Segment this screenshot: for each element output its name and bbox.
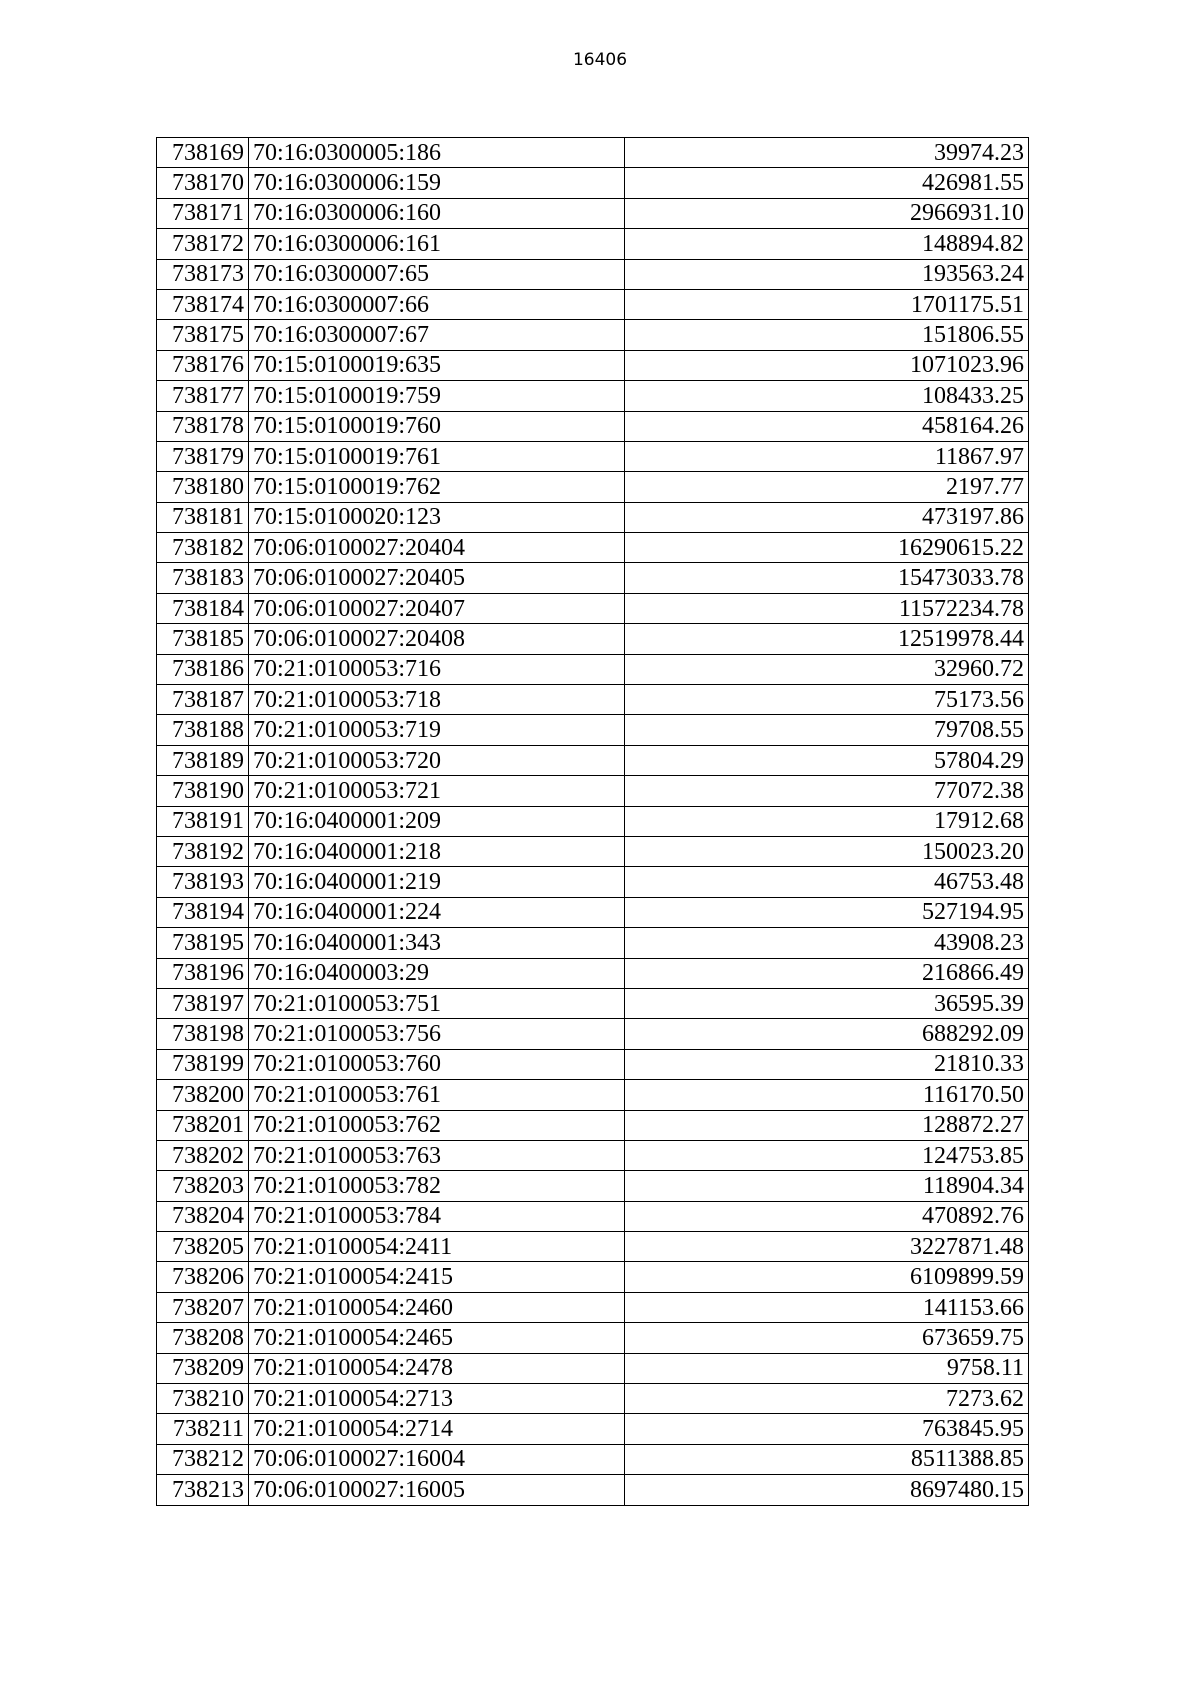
table-row — [157, 1110, 1029, 1140]
cadastral-number-cell: 70:15:0100019:762 — [249, 472, 625, 502]
value-cell: 79708.55 — [625, 715, 1029, 745]
table-row — [157, 563, 1029, 593]
cadastral-number-cell: 70:21:0100054:2465 — [249, 1323, 625, 1353]
row-number-cell: 738212 — [157, 1444, 249, 1474]
value-cell: 8697480.15 — [625, 1475, 1029, 1505]
value-cell: 1071023.96 — [625, 350, 1029, 380]
row-number-cell: 738185 — [157, 624, 249, 654]
value-cell: 3227871.48 — [625, 1232, 1029, 1262]
row-number-cell: 738204 — [157, 1201, 249, 1231]
cadastral-number-cell: 70:16:0300006:161 — [249, 229, 625, 259]
row-number-cell: 738194 — [157, 897, 249, 927]
value-cell: 7273.62 — [625, 1384, 1029, 1414]
value-cell: 39974.23 — [625, 138, 1029, 168]
cadastral-number-cell: 70:16:0400001:224 — [249, 897, 625, 927]
row-number-cell: 738191 — [157, 806, 249, 836]
cadastral-number-cell: 70:16:0400001:343 — [249, 928, 625, 958]
cadastral-number-cell: 70:21:0100053:719 — [249, 715, 625, 745]
cadastral-number-cell: 70:21:0100054:2460 — [249, 1292, 625, 1322]
table-row — [157, 1232, 1029, 1262]
table-row — [157, 928, 1029, 958]
value-cell: 16290615.22 — [625, 533, 1029, 563]
table-row — [157, 320, 1029, 350]
table-row — [157, 259, 1029, 289]
table-row — [157, 198, 1029, 228]
cadastral-number-cell: 70:15:0100019:759 — [249, 381, 625, 411]
value-cell: 17912.68 — [625, 806, 1029, 836]
row-number-cell: 738203 — [157, 1171, 249, 1201]
row-number-cell: 738180 — [157, 472, 249, 502]
table-row — [157, 988, 1029, 1018]
value-cell: 8511388.85 — [625, 1444, 1029, 1474]
row-number-cell: 738181 — [157, 502, 249, 532]
value-cell: 1701175.51 — [625, 289, 1029, 319]
cadastral-number-cell: 70:06:0100027:20404 — [249, 533, 625, 563]
cadastral-number-cell: 70:16:0400001:209 — [249, 806, 625, 836]
row-number-cell: 738206 — [157, 1262, 249, 1292]
value-cell: 57804.29 — [625, 745, 1029, 775]
row-number-cell: 738200 — [157, 1080, 249, 1110]
value-cell: 193563.24 — [625, 259, 1029, 289]
page-number: 16406 — [572, 50, 628, 70]
table-body — [157, 138, 1029, 1506]
cadastral-number-cell: 70:15:0100019:635 — [249, 350, 625, 380]
cadastral-number-cell: 70:06:0100027:16005 — [249, 1475, 625, 1505]
table-row — [157, 776, 1029, 806]
cadastral-number-cell: 70:21:0100053:760 — [249, 1049, 625, 1079]
table-row — [157, 168, 1029, 198]
value-cell: 46753.48 — [625, 867, 1029, 897]
cadastral-number-cell: 70:21:0100054:2478 — [249, 1353, 625, 1383]
cadastral-number-cell: 70:16:0400001:218 — [249, 836, 625, 866]
table-row — [157, 138, 1029, 168]
row-number-cell: 738179 — [157, 441, 249, 471]
table-row — [157, 533, 1029, 563]
row-number-cell: 738193 — [157, 867, 249, 897]
table-row — [157, 867, 1029, 897]
row-number-cell: 738211 — [157, 1414, 249, 1444]
row-number-cell: 738198 — [157, 1019, 249, 1049]
value-cell: 470892.76 — [625, 1201, 1029, 1231]
row-number-cell: 738205 — [157, 1232, 249, 1262]
row-number-cell: 738192 — [157, 836, 249, 866]
cadastral-number-cell: 70:16:0300006:159 — [249, 168, 625, 198]
cadastral-number-cell: 70:16:0300007:65 — [249, 259, 625, 289]
row-number-cell: 738176 — [157, 350, 249, 380]
row-number-cell: 738177 — [157, 381, 249, 411]
table-row — [157, 624, 1029, 654]
table-row — [157, 1080, 1029, 1110]
cadastral-number-cell: 70:15:0100019:760 — [249, 411, 625, 441]
table-row — [157, 289, 1029, 319]
value-cell: 473197.86 — [625, 502, 1029, 532]
row-number-cell: 738171 — [157, 198, 249, 228]
value-cell: 124753.85 — [625, 1140, 1029, 1170]
row-number-cell: 738174 — [157, 289, 249, 319]
cadastral-number-cell: 70:21:0100053:716 — [249, 654, 625, 684]
table-row — [157, 1323, 1029, 1353]
cadastral-number-cell: 70:06:0100027:20407 — [249, 593, 625, 623]
table-row — [157, 350, 1029, 380]
row-number-cell: 738195 — [157, 928, 249, 958]
cadastral-number-cell: 70:21:0100053:763 — [249, 1140, 625, 1170]
cadastral-number-cell: 70:21:0100054:2714 — [249, 1414, 625, 1444]
table-row — [157, 1384, 1029, 1414]
value-cell: 77072.38 — [625, 776, 1029, 806]
value-cell: 2197.77 — [625, 472, 1029, 502]
table-row — [157, 806, 1029, 836]
value-cell: 11867.97 — [625, 441, 1029, 471]
row-number-cell: 738186 — [157, 654, 249, 684]
value-cell: 151806.55 — [625, 320, 1029, 350]
cadastral-number-cell: 70:06:0100027:16004 — [249, 1444, 625, 1474]
row-number-cell: 738208 — [157, 1323, 249, 1353]
row-number-cell: 738207 — [157, 1292, 249, 1322]
cadastral-number-cell: 70:21:0100054:2713 — [249, 1384, 625, 1414]
cadastral-number-cell: 70:21:0100053:762 — [249, 1110, 625, 1140]
cadastral-number-cell: 70:21:0100053:782 — [249, 1171, 625, 1201]
value-cell: 216866.49 — [625, 958, 1029, 988]
cadastral-number-cell: 70:06:0100027:20405 — [249, 563, 625, 593]
row-number-cell: 738197 — [157, 988, 249, 1018]
value-cell: 75173.56 — [625, 685, 1029, 715]
row-number-cell: 738172 — [157, 229, 249, 259]
value-cell: 2966931.10 — [625, 198, 1029, 228]
table-row — [157, 1201, 1029, 1231]
cadastral-number-cell: 70:06:0100027:20408 — [249, 624, 625, 654]
value-cell: 9758.11 — [625, 1353, 1029, 1383]
table-row — [157, 1262, 1029, 1292]
table-row — [157, 1444, 1029, 1474]
value-cell: 150023.20 — [625, 836, 1029, 866]
table-row — [157, 1019, 1029, 1049]
row-number-cell: 738169 — [157, 138, 249, 168]
table-row — [157, 897, 1029, 927]
value-cell: 426981.55 — [625, 168, 1029, 198]
value-cell: 36595.39 — [625, 988, 1029, 1018]
table-row — [157, 654, 1029, 684]
row-number-cell: 738213 — [157, 1475, 249, 1505]
row-number-cell: 738209 — [157, 1353, 249, 1383]
table-row — [157, 472, 1029, 502]
value-cell: 458164.26 — [625, 411, 1029, 441]
value-cell: 32960.72 — [625, 654, 1029, 684]
value-cell: 108433.25 — [625, 381, 1029, 411]
cadastral-number-cell: 70:16:0300007:67 — [249, 320, 625, 350]
value-cell: 118904.34 — [625, 1171, 1029, 1201]
table-row — [157, 502, 1029, 532]
row-number-cell: 738184 — [157, 593, 249, 623]
registry-table — [156, 137, 1029, 1506]
table-row — [157, 593, 1029, 623]
table-row — [157, 411, 1029, 441]
row-number-cell: 738202 — [157, 1140, 249, 1170]
row-number-cell: 738182 — [157, 533, 249, 563]
value-cell: 148894.82 — [625, 229, 1029, 259]
row-number-cell: 738196 — [157, 958, 249, 988]
value-cell: 6109899.59 — [625, 1262, 1029, 1292]
cadastral-number-cell: 70:21:0100053:761 — [249, 1080, 625, 1110]
table-row — [157, 1414, 1029, 1444]
cadastral-number-cell: 70:16:0300007:66 — [249, 289, 625, 319]
cadastral-number-cell: 70:15:0100020:123 — [249, 502, 625, 532]
row-number-cell: 738170 — [157, 168, 249, 198]
table-row — [157, 1353, 1029, 1383]
table-row — [157, 381, 1029, 411]
table-row — [157, 1475, 1029, 1505]
row-number-cell: 738173 — [157, 259, 249, 289]
value-cell: 15473033.78 — [625, 563, 1029, 593]
value-cell: 527194.95 — [625, 897, 1029, 927]
row-number-cell: 738210 — [157, 1384, 249, 1414]
row-number-cell: 738199 — [157, 1049, 249, 1079]
cadastral-number-cell: 70:21:0100053:784 — [249, 1201, 625, 1231]
value-cell: 763845.95 — [625, 1414, 1029, 1444]
table-row — [157, 1292, 1029, 1322]
table-row — [157, 1049, 1029, 1079]
table-row — [157, 685, 1029, 715]
value-cell: 21810.33 — [625, 1049, 1029, 1079]
table-row — [157, 441, 1029, 471]
row-number-cell: 738183 — [157, 563, 249, 593]
cadastral-number-cell: 70:21:0100053:756 — [249, 1019, 625, 1049]
row-number-cell: 738187 — [157, 685, 249, 715]
table-row — [157, 715, 1029, 745]
row-number-cell: 738189 — [157, 745, 249, 775]
value-cell: 11572234.78 — [625, 593, 1029, 623]
row-number-cell: 738201 — [157, 1110, 249, 1140]
cadastral-number-cell: 70:21:0100053:718 — [249, 685, 625, 715]
table-row — [157, 958, 1029, 988]
cadastral-number-cell: 70:16:0400001:219 — [249, 867, 625, 897]
value-cell: 141153.66 — [625, 1292, 1029, 1322]
row-number-cell: 738178 — [157, 411, 249, 441]
cadastral-number-cell: 70:21:0100053:751 — [249, 988, 625, 1018]
value-cell: 43908.23 — [625, 928, 1029, 958]
table-row — [157, 1140, 1029, 1170]
value-cell: 116170.50 — [625, 1080, 1029, 1110]
cadastral-number-cell: 70:15:0100019:761 — [249, 441, 625, 471]
cadastral-number-cell: 70:21:0100053:720 — [249, 745, 625, 775]
table-row — [157, 1171, 1029, 1201]
cadastral-number-cell: 70:21:0100054:2415 — [249, 1262, 625, 1292]
value-cell: 673659.75 — [625, 1323, 1029, 1353]
cadastral-number-cell: 70:21:0100053:721 — [249, 776, 625, 806]
table-row — [157, 745, 1029, 775]
table-row — [157, 836, 1029, 866]
value-cell: 688292.09 — [625, 1019, 1029, 1049]
cadastral-number-cell: 70:16:0300006:160 — [249, 198, 625, 228]
row-number-cell: 738175 — [157, 320, 249, 350]
value-cell: 128872.27 — [625, 1110, 1029, 1140]
value-cell: 12519978.44 — [625, 624, 1029, 654]
table-row — [157, 229, 1029, 259]
cadastral-number-cell: 70:16:0300005:186 — [249, 138, 625, 168]
row-number-cell: 738190 — [157, 776, 249, 806]
cadastral-number-cell: 70:16:0400003:29 — [249, 958, 625, 988]
cadastral-number-cell: 70:21:0100054:2411 — [249, 1232, 625, 1262]
row-number-cell: 738188 — [157, 715, 249, 745]
